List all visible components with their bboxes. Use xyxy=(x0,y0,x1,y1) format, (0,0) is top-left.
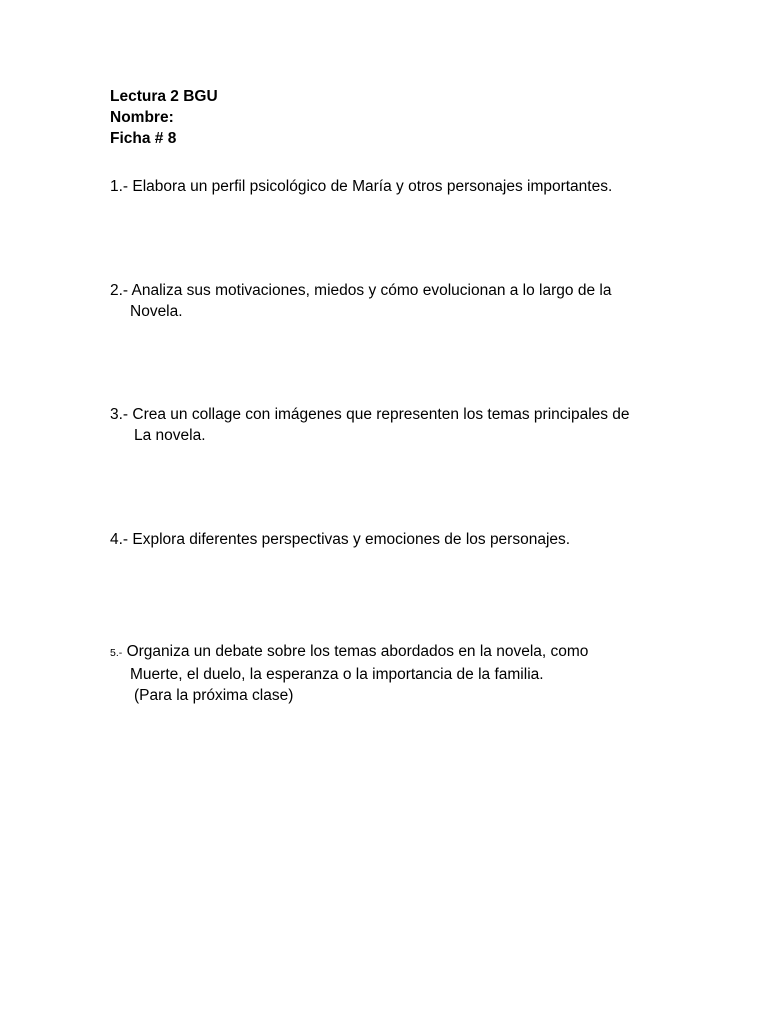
question-4-text: 4.- Explora diferentes perspectivas y emociones de los personajes. xyxy=(110,531,571,548)
question-1 xyxy=(110,176,612,197)
question-2-text: 2.- Analiza sus motivaciones, miedos y cómo evolucionan a lo largo de la xyxy=(110,282,612,299)
question-5-note: (Para la próxima clase) xyxy=(134,687,294,704)
question-2-continuation: Novela. xyxy=(130,303,183,320)
question-4 xyxy=(110,529,570,550)
question-5-text: Organiza un debate sobre los temas abordados en la novela, como xyxy=(126,643,589,660)
question-5-continuation: Muerte, el duelo, la esperanza o la importancia de la familia. xyxy=(130,666,544,683)
question-1-text: 1.- Elabora un perfil psicológico de María y otros personajes importantes. xyxy=(110,178,613,195)
name-label: Nombre: xyxy=(110,109,174,126)
worksheet-number: Ficha # 8 xyxy=(110,130,177,147)
question-2 xyxy=(110,280,611,322)
question-3 xyxy=(110,404,630,446)
document-header xyxy=(110,86,218,149)
question-3-text: 3.- Crea un collage con imágenes que representen los temas principales de xyxy=(110,406,630,423)
question-5-first-line xyxy=(110,641,588,664)
question-5-number: 5.- xyxy=(110,647,123,659)
question-5 xyxy=(110,641,588,706)
course-title: Lectura 2 BGU xyxy=(110,88,218,105)
question-3-continuation: La novela. xyxy=(134,427,206,444)
